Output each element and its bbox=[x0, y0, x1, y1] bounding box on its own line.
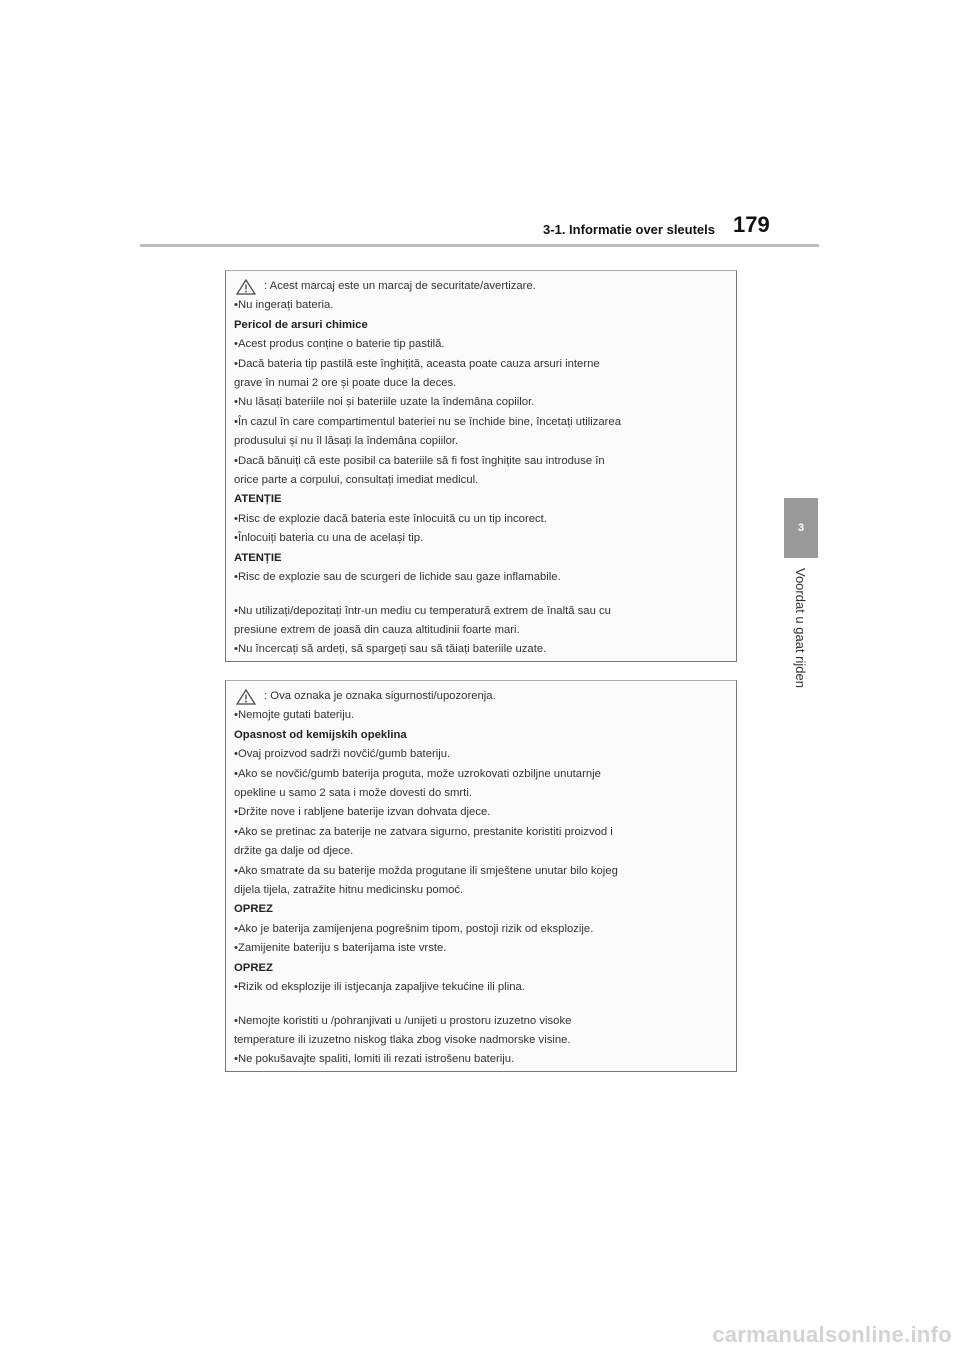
hazard-heading: Pericol de arsuri chimice bbox=[234, 318, 368, 331]
text-line: •Dacă bănuiți că este posibil ca bateriile să fi fost înghițite sau introduse în bbox=[234, 454, 605, 467]
text-line: •Nu utilizați/depozitați într-un mediu cu temperatură extrem de înaltă sau cu bbox=[234, 604, 611, 617]
text-line: •Rizik od eksplozije ili istjecanja zapaljive tekućine ili plina. bbox=[234, 981, 525, 994]
text-line: •Dacă bateria tip pastilă este înghițită, aceasta poate cauza arsuri interne bbox=[234, 357, 600, 370]
text-line: •Acest produs conține o baterie tip pastilă. bbox=[234, 338, 445, 351]
caution-heading: ATENȚIE bbox=[234, 493, 282, 506]
caution-heading: ATENȚIE bbox=[234, 551, 282, 564]
warning-box-croatian bbox=[225, 680, 737, 1072]
text-line: •Zamijenite bateriju s baterijama iste vrste. bbox=[234, 942, 447, 955]
text-line: •Nu ingerați bateria. bbox=[234, 299, 334, 312]
text-line: presiune extrem de joasă din cauza altitudinii foarte mari. bbox=[234, 623, 520, 636]
text-line: •Ne pokušavajte spaliti, lomiti ili rezati istrošenu bateriju. bbox=[234, 1053, 515, 1066]
text-line: temperature ili izuzetno niskog tlaka zbog visoke nadmorske visine. bbox=[234, 1033, 571, 1046]
warning-intro-text: : Acest marcaj este un marcaj de securitate/avertizare. bbox=[264, 280, 536, 292]
hazard-heading: Opasnost od kemijskih opeklina bbox=[234, 728, 407, 741]
text-line: •Ovaj proizvod sadrži novčić/gumb bateriju. bbox=[234, 748, 451, 761]
header-rule bbox=[140, 244, 819, 247]
page-number: 179 bbox=[733, 212, 770, 237]
text-line: •Nemojte koristiti u /pohranjivati u /unijeti u prostoru izuzetno visoke bbox=[234, 1014, 572, 1027]
text-line: •Ako se pretinac za baterije ne zatvara sigurno, prestanite koristiti proizvod i bbox=[234, 825, 613, 838]
text-line: •Înlocuiți bateria cu una de același tip. bbox=[234, 532, 424, 545]
chapter-label: Voordat u gaat rijden bbox=[793, 568, 808, 688]
section-title: 3-1. Informatie over sleutels bbox=[543, 222, 715, 237]
text-line: •Ako smatrate da su baterije možda progutane ili smještene unutar bilo kojeg bbox=[234, 864, 618, 877]
warning-box-romanian bbox=[225, 270, 737, 662]
text-line: •Nu încercați să ardeți, să spargeți sau să tăiați bateriile uzate. bbox=[234, 643, 547, 656]
text-line: •Ako se novčić/gumb baterija proguta, može uzrokovati ozbiljne unutarnje bbox=[234, 767, 601, 780]
text-line: •Nemojte gutati bateriju. bbox=[234, 709, 355, 722]
footer-logo-link[interactable]: carmanualsonline.info bbox=[712, 1322, 952, 1347]
text-line: orice parte a corpului, consultați imediat medicul. bbox=[234, 474, 479, 487]
chapter-tab-number: 3 bbox=[797, 522, 805, 534]
text-line: •Držite nove i rabljene baterije izvan dohvata djece. bbox=[234, 806, 491, 819]
text-line: držite ga dalje od djece. bbox=[234, 845, 354, 858]
warning-intro-text: : Ova oznaka je oznaka sigurnosti/upozorenja. bbox=[264, 690, 496, 702]
text-line: •Nu lăsați bateriile noi și bateriile uzate la îndemâna copiilor. bbox=[234, 396, 535, 409]
text-line: grave în numai 2 ore și poate duce la deces. bbox=[234, 377, 457, 390]
text-line: dijela tijela, zatražite hitnu medicinsku pomoć. bbox=[234, 884, 464, 897]
caution-heading: OPREZ bbox=[234, 961, 273, 974]
text-line: opekline u samo 2 sata i može dovesti do smrti. bbox=[234, 787, 472, 800]
warning-intro-line bbox=[234, 687, 729, 706]
text-line: •Risc de explozie sau de scurgeri de lichide sau gaze inflamabile. bbox=[234, 571, 561, 584]
warning-intro-line bbox=[234, 277, 729, 296]
warning-triangle-icon bbox=[236, 279, 258, 295]
warning-triangle-icon bbox=[236, 689, 258, 705]
chapter-tab bbox=[784, 498, 818, 558]
caution-heading: OPREZ bbox=[234, 903, 273, 916]
text-line: •În cazul în care compartimentul bateriei nu se închide bine, încetați utilizarea bbox=[234, 415, 622, 428]
text-line: •Risc de explozie dacă bateria este înlocuită cu un tip incorect. bbox=[234, 512, 547, 525]
text-line: •Ako je baterija zamijenjena pogrešnim tipom, postoji rizik od eksplozije. bbox=[234, 922, 594, 935]
text-line: produsului și nu îl lăsați la îndemâna copiilor. bbox=[234, 435, 459, 448]
